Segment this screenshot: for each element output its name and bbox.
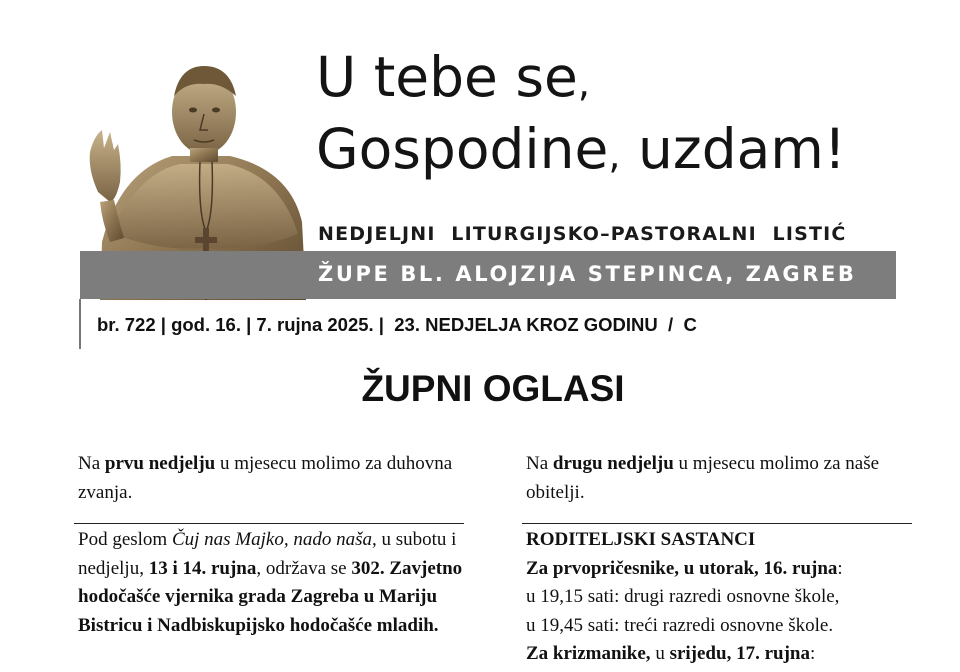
right-divider (522, 523, 912, 524)
issue-line: br. 722 | god. 16. | 7. rujna 2025. | 23. NEDJELJA KROZ GODINU / C (97, 314, 697, 335)
text: : (809, 643, 816, 664)
text-bold: 302. Zavjetno hodočašće vjernika grada Zagreba u Mariju Bistricu i Nadbiskupijsko hodočašće mladih. (78, 557, 463, 636)
masthead-subtitle: NEDJELJNI LITURGIJSKO–PASTORALNI LISTIĆ (318, 223, 847, 245)
title-comma-2: , (608, 133, 621, 177)
left-notice-2 (78, 526, 470, 640)
title-line-1: U tebe se (316, 45, 578, 109)
text-bold: 13 i 14. rujna (148, 557, 257, 579)
right-notice-1 (526, 450, 918, 507)
text: , u subotu i nedjelju, (78, 529, 457, 579)
left-divider (74, 523, 464, 524)
text-bold: Za krizmanike, (526, 643, 651, 664)
masthead-title (316, 44, 916, 188)
text-bold: prvu nedjelju (104, 453, 216, 474)
right-notice-2 (526, 526, 918, 669)
title-line-2b: uzdam! (620, 117, 846, 181)
text: Pod geslom (78, 529, 172, 550)
left-notice-1 (78, 450, 470, 507)
text: , održava se (256, 557, 352, 579)
title-comma-1: , (577, 61, 590, 105)
text: Na (78, 453, 105, 474)
title-line-2a: Gospodine (316, 117, 609, 181)
left-column (78, 450, 470, 507)
text-italic: Čuj nas Majko, nado naša (171, 529, 372, 550)
text-bold: srijedu, 17. rujna (669, 643, 810, 664)
text: : (837, 557, 843, 579)
text: Na (526, 453, 553, 474)
text: u mjesecu molimo za naše obitelji. (526, 453, 880, 503)
meeting-line: u 19,45 sati: treći razredi osnovne škole. (526, 614, 834, 636)
text-bold: Za prvopričesnike, u utorak, 16. rujna (526, 557, 838, 579)
section-title: ŽUPNI OGLASI (361, 368, 625, 409)
meetings-heading: RODITELJSKI SASTANCI (526, 529, 756, 550)
text: u mjesecu molimo za duhovna zvanja. (78, 453, 453, 503)
issue-divider (79, 299, 81, 349)
parish-name: ŽUPE BL. ALOJZIJA STEPINCA, ZAGREB (318, 262, 857, 286)
text: u (650, 643, 670, 664)
text-bold: drugu nedjelju (552, 453, 674, 474)
meeting-line: u 19,15 sati: drugi razredi osnovne škole, (526, 586, 840, 607)
right-column (526, 450, 918, 507)
